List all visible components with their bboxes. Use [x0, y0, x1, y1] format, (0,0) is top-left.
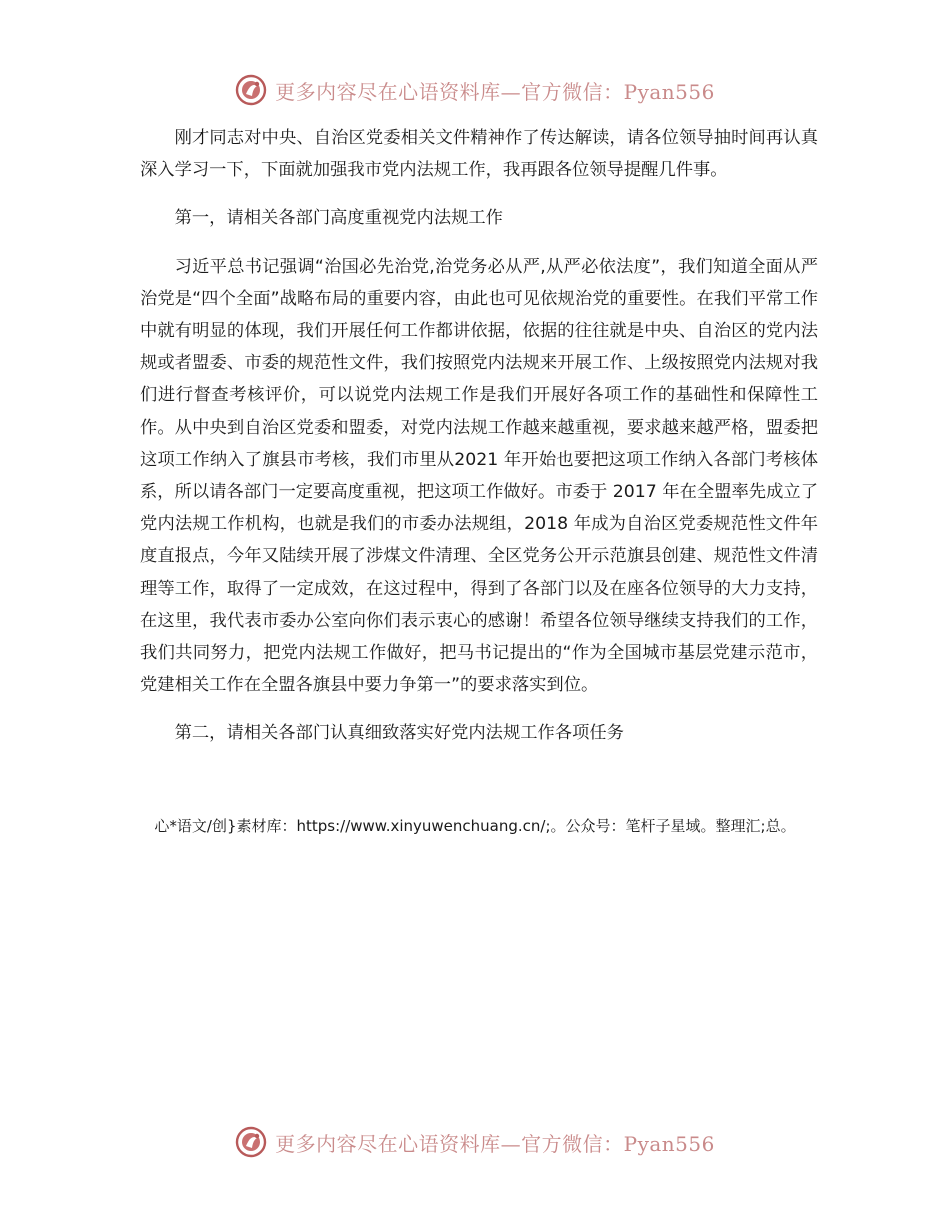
section-heading-2: 第二，请相关各部门认真细致落实好党内法规工作各项任务 — [174, 723, 624, 744]
paragraph-section-1: 习近平总书记强调“治国必先治党,治党务必从严,从严必依法度”，我们知道全面从严治党是“四个全面”战略布局的重要内容，由此也可见依规治党的重要性。在我们平常工作中就有明显的体现，我们开展任何工作都讲依据，依据的往往就是中央、自治区的党内法规或者盟委、市委的规范性文件，我们按照党内法规来开展工作、上级按照党内法规对我们进行督查考核评价，可以说党内法规工作是我们开展好各项工作的基础性和保障性工作。从中央到自治区党委和盟委，对党内法规工作越来越重视，要求越来越严格，盟委把这项工作纳入了旗县市考核，我们市里从2021 年开始也要把这项工作纳入各部门考核体系，所以请各部门一定要高度重视，把这项工作做好。市委于 2017 年在全盟率先成立了党内法规工作机构，也就是我们的市委办法规组，2018 年成为自治区党委规范性文件年度直报点，今年又陆续开展了涉煤文件清理、全区党务公开示范旗县创建、规范性文件清理等工作，取得了一定成效，在这过程中，得到了各部门以及在座各位领导的大力支持，在这里，我代表市委办公室向你们表示衷心的感谢！希望各位领导继续支持我们的工作，我们共同努力，把党内法规工作做好，把马书记提出的“作为全国城市基层党建示范市，党建相关工作在全盟各旗县中要力争第一”的要求落实到位。 — [140, 256, 818, 696]
watermark-text: 更多内容尽在心语资料库—官方微信：Pyan556 — [275, 79, 715, 104]
seal-logo-icon — [235, 74, 267, 106]
header-watermark — [0, 70, 950, 110]
paragraph-intro: 刚才同志对中央、自治区党委相关文件精神作了传达解读，请各位领导抽时间再认真深入学习一下，下面就加强我市党内法规工作，我再跟各位领导提醒几件事。 — [140, 128, 818, 181]
watermark-text: 更多内容尽在心语资料库—官方微信：Pyan556 — [275, 1131, 715, 1156]
footer-watermark — [0, 1122, 950, 1162]
document-body — [140, 122, 818, 750]
seal-logo-icon — [235, 1126, 267, 1158]
section-heading-1: 第一，请相关各部门高度重视党内法规工作 — [174, 208, 503, 229]
source-footnote: 心*语文/创}素材库：https://www.xinyuwenchuang.cn/;。公众号：笔杆子星域。整理汇;总。 — [154, 817, 796, 835]
